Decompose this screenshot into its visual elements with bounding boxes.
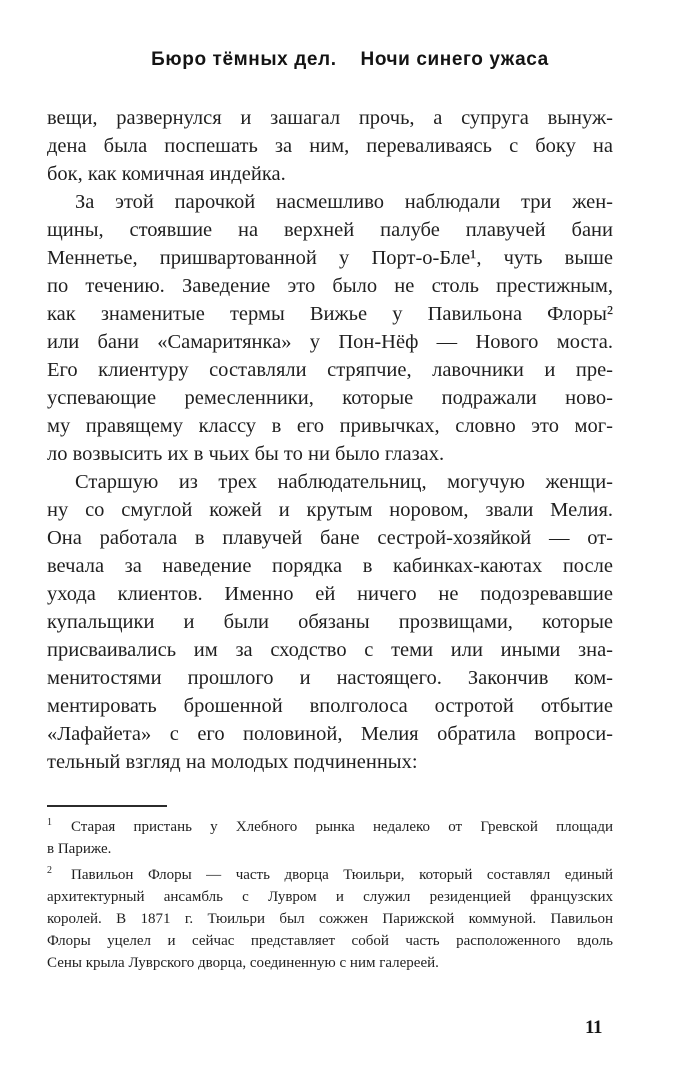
running-header-book-title: Бюро тёмных дел. — [151, 49, 337, 70]
footnote-line: в Париже. — [47, 841, 112, 857]
running-header-chapter-title: Ночи синего ужаса — [360, 49, 549, 70]
text-line: или бани «Самаритянка» у Пон-Нёф — Нового моста. — [47, 331, 613, 353]
paragraph — [47, 188, 613, 468]
text-line: тельный взгляд на молодых подчиненных: — [47, 751, 418, 773]
footnote-marker: 1 — [47, 817, 52, 828]
text-line: купальщики и были обязаны прозвищами, которые — [47, 611, 613, 633]
footnote-line — [47, 860, 613, 886]
footnote-text: Старая пристань у Хлебного рынка недалеко от Гревской площади — [71, 819, 613, 835]
text-line: Меннетье, пришвартованной у Порт-о-Бле¹, чуть выше — [47, 247, 613, 269]
text-line: ухода клиентов. Именно ей ничего не подозревавшие — [47, 583, 613, 605]
text-line: ло возвысить их в чьих бы то ни было глазах. — [47, 443, 445, 465]
text-line: дена была поспешать за ним, переваливаясь с боку на — [47, 135, 613, 157]
footnote — [47, 812, 613, 860]
text-line: Она работала в плавучей бане сестрой-хозяйкой — от- — [47, 527, 613, 549]
text-line: вечала за наведение порядка в кабинках-каютах после — [47, 555, 613, 577]
text-line: За этой парочкой насмешливо наблюдали три жен- — [75, 191, 613, 213]
text-line: бок, как комичная индейка. — [47, 163, 286, 185]
footnote-line: Сены крыла Луврского дворца, соединенную с ним галереей. — [47, 955, 439, 971]
text-line: вещи, развернулся и зашагал прочь, а супруга вынуж- — [47, 107, 613, 129]
text-line: му правящему классу в его привычках, словно это мог- — [47, 415, 613, 437]
page-body-text — [47, 104, 613, 776]
paragraph — [47, 468, 613, 776]
footnote-line: королей. В 1871 г. Тюильри был сожжен Парижской коммуной. Павильон — [47, 911, 613, 927]
footnote-divider — [47, 805, 167, 807]
footnote-line: архитектурный ансамбль с Лувром и служил резиденцией французских — [47, 889, 613, 905]
page-number: 11 — [585, 1017, 602, 1038]
text-line: успевающие ремесленники, которые подражали ново- — [47, 387, 613, 409]
text-line: Его клиентуру составляли стряпчие, лавочники и пре- — [47, 359, 613, 381]
text-line: по течению. Заведение это было не столь престижным, — [47, 275, 613, 297]
footnote-line — [47, 812, 613, 838]
text-line: ну со смуглой кожей и крутым норовом, звали Мелия. — [47, 499, 613, 521]
text-line: «Лафайета» с его половиной, Мелия обратила вопроси- — [47, 723, 613, 745]
footnote-marker: 2 — [47, 865, 52, 876]
footnote-line: Флоры уцелел и сейчас представляет собой часть расположенного вдоль — [47, 933, 613, 949]
text-line: Старшую из трех наблюдательниц, могучую женщи- — [75, 471, 613, 493]
footnote-text: Павильон Флоры — часть дворца Тюильри, который составлял единый — [71, 867, 613, 883]
text-line: менитостями прошлого и настоящего. Закончив ком- — [47, 667, 613, 689]
text-line: как знаменитые термы Вижье у Павильона Флоры² — [47, 303, 613, 325]
text-line: ментировать брошенной вполголоса остротой отбытие — [47, 695, 613, 717]
running-header — [0, 49, 700, 71]
text-line: присваивались им за сходство с теми или иными зна- — [47, 639, 613, 661]
footnotes-section — [47, 812, 613, 974]
paragraph — [47, 104, 613, 188]
footnote — [47, 860, 613, 974]
text-line: щины, стоявшие на верхней палубе плавучей бани — [47, 219, 613, 241]
